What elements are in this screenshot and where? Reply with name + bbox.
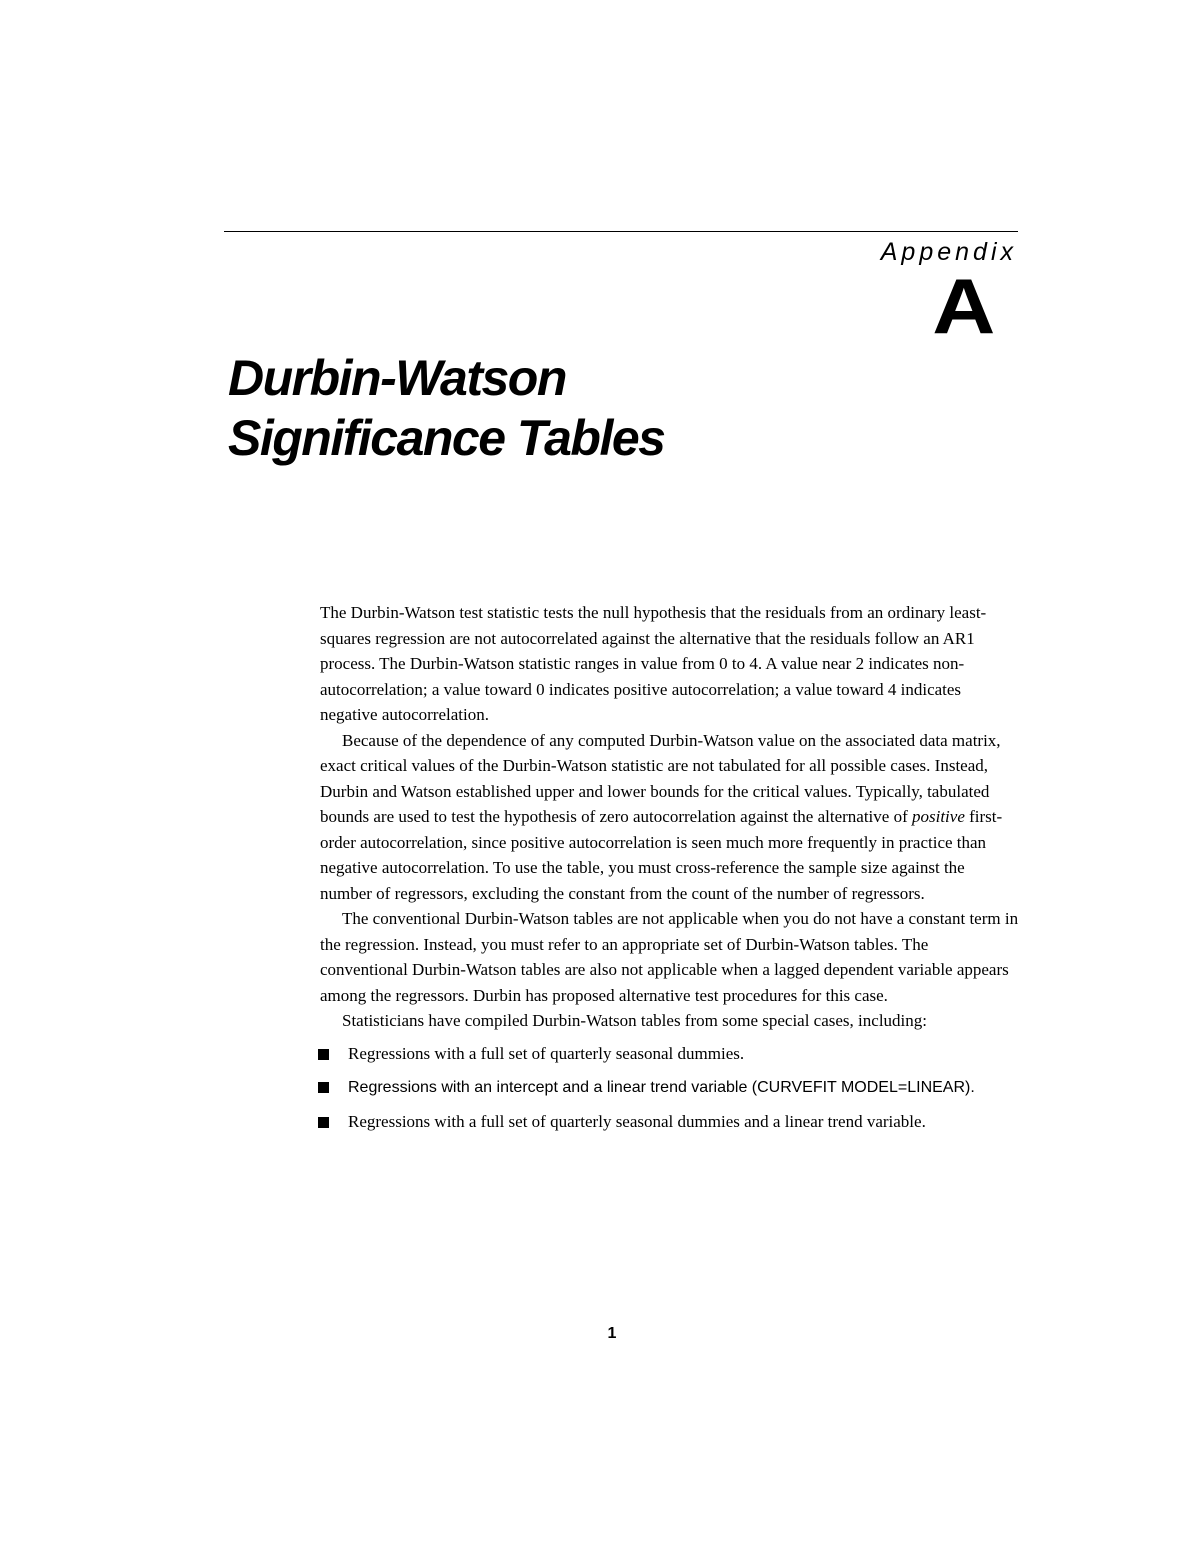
appendix-letter: A	[931, 262, 995, 350]
list-item-text: Regressions with a full set of quarterly seasonal dummies and a linear trend variable.	[348, 1111, 926, 1131]
paragraph-intro: The Durbin-Watson test statistic tests the null hypothesis that the residuals from an ordinary least-squares regression are not autocorrelated against the alternative that the residuals follow an AR1 process. The Durbin-Watson statistic ranges in value from 0 to 4. A value near 2 indicates non-autocorrelation; a value toward 0 indicates positive autocorrelation; a value toward 4 indicates negative autocorrelation.	[320, 603, 987, 724]
paragraph-critical-values	[320, 728, 1020, 907]
emphasis-positive: positive	[911, 807, 965, 826]
special-cases-list	[318, 1041, 1020, 1135]
square-bullet-icon	[318, 1049, 329, 1060]
list-item	[318, 1041, 1020, 1067]
header-rule	[224, 231, 1018, 232]
list-item	[318, 1109, 1020, 1135]
body-text	[320, 600, 1020, 1142]
curvefit-command: CURVEFIT MODEL=LINEAR	[757, 1079, 966, 1096]
square-bullet-icon	[318, 1082, 329, 1093]
chapter-title-line-1: Durbin-Watson	[228, 350, 566, 406]
list-item-text-part-2: ).	[965, 1079, 975, 1096]
paragraph-conventional-tables: The conventional Durbin-Watson tables are not applicable when you do not have a constant term in the regression. Instead, you must refer to an appropriate set of Durbin-Watson tables. The conventional Durbin-Watson tables are also not applicable when a lagged dependent variable appears among the regressors. Durbin has proposed alternative test procedures for this case.	[320, 909, 1019, 1005]
list-item-text-part-1: Regressions with an intercept and a linear trend variable (	[348, 1079, 758, 1096]
page-number: 1	[607, 1325, 617, 1342]
chapter-title-line-2: Significance Tables	[228, 410, 665, 466]
paragraph-special-cases: Statisticians have compiled Durbin-Watson tables from some special cases, including:	[342, 1011, 927, 1030]
chapter-title	[228, 348, 664, 468]
paragraph-critical-values-part-2: first-order autocorrelation, since positive autocorrelation is seen much more frequently in practice than negative autocorrelation. To use the table, you must cross-reference the sample size against the number of regressors, excluding the constant from the count of the number of regressors.	[320, 807, 1003, 903]
paragraph-critical-values-part-1: Because of the dependence of any computed Durbin-Watson value on the associated data matrix, exact critical values of the Durbin-Watson statistic are not tabulated for all possible cases. Instead, Durbin and Watson established upper and lower bounds for the critical values. Typically, tabulated bounds are used to test the hypothesis of zero autocorrelation against the alternative of	[320, 730, 1001, 826]
square-bullet-icon	[318, 1117, 329, 1128]
list-item-text	[348, 1077, 975, 1096]
appendix-label: Appendix	[880, 238, 1017, 266]
list-item-text: Regressions with a full set of quarterly seasonal dummies.	[348, 1043, 745, 1063]
list-item	[318, 1074, 1020, 1101]
